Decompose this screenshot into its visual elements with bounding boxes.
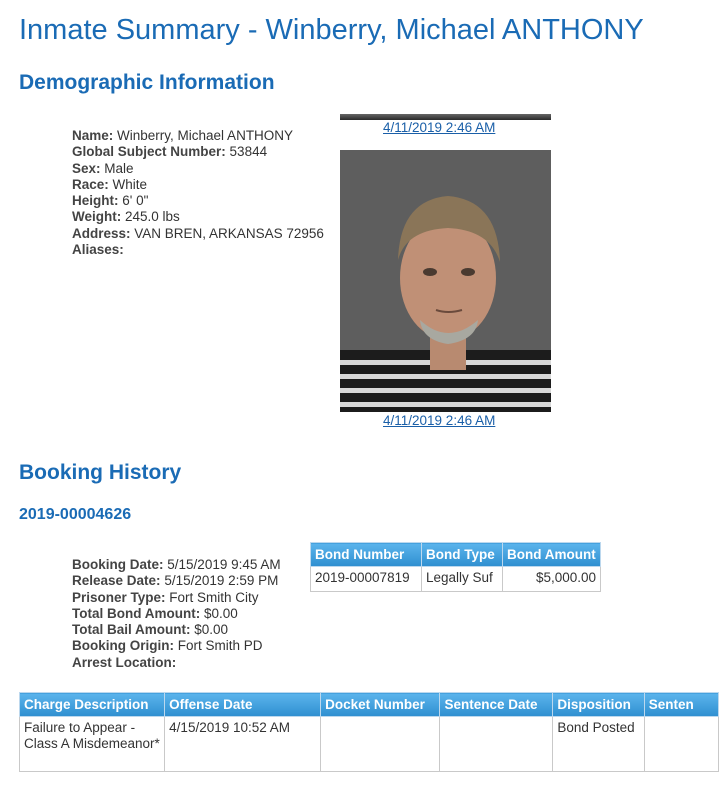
mugshot-photo <box>340 150 551 412</box>
field-height: Height: 6' 0" <box>72 193 149 209</box>
bond-table-header <box>311 543 601 567</box>
charges-table-container[interactable] <box>19 692 694 772</box>
field-total-bond-amount: Total Bond Amount: $0.00 <box>72 605 238 621</box>
cell-docket-number <box>321 717 440 772</box>
bond-table <box>310 542 601 592</box>
cell-bond-amount: $5,000.00 <box>503 567 601 592</box>
demographic-heading: Demographic Information <box>19 71 275 94</box>
field-booking-date: Booking Date: 5/15/2019 9:45 AM <box>72 557 281 572</box>
field-prisoner-type: Prisoner Type: Fort Smith City <box>72 589 259 605</box>
cell-sentence <box>644 717 718 772</box>
booking-info <box>72 557 281 671</box>
booking-number: 2019-00004626 <box>19 506 132 523</box>
col-bond-type: Bond Type <box>422 543 503 567</box>
photo-date-link-1[interactable]: 4/11/2019 2:46 AM <box>383 120 496 135</box>
charges-table-header <box>20 693 719 717</box>
field-address: Address: VAN BREN, ARKANSAS 72956 <box>72 225 324 241</box>
booking-history-heading: Booking History <box>19 461 182 484</box>
field-total-bail-amount: Total Bail Amount: $0.00 <box>72 622 229 638</box>
table-row <box>311 567 601 592</box>
cell-charge-description: Failure to Appear - Class A Misdemeanor* <box>20 717 165 772</box>
cell-bond-type: Legally Suf <box>422 567 503 592</box>
table-row <box>20 717 719 772</box>
field-booking-origin: Booking Origin: Fort Smith PD <box>72 638 263 654</box>
demographic-info <box>72 128 324 258</box>
cell-offense-date: 4/15/2019 10:52 AM <box>165 717 321 772</box>
col-bond-number: Bond Number <box>311 543 422 567</box>
field-race: Race: White <box>72 176 148 192</box>
field-sex: Sex: Male <box>72 160 134 176</box>
col-bond-amount: Bond Amount <box>503 543 601 567</box>
col-disposition: Disposition <box>553 693 644 717</box>
col-sentence: Senten <box>644 693 718 717</box>
cell-bond-number: 2019-00007819 <box>311 567 422 592</box>
field-weight: Weight: 245.0 lbs <box>72 209 180 225</box>
col-offense-date: Offense Date <box>165 693 321 717</box>
field-global-subject-number: Global Subject Number: 53844 <box>72 144 268 160</box>
col-docket-number: Docket Number <box>321 693 440 717</box>
page-title: Inmate Summary - Winberry, Michael ANTHONY <box>19 14 644 46</box>
field-name: Name: Winberry, Michael ANTHONY <box>72 128 294 143</box>
cell-disposition: Bond Posted <box>553 717 644 772</box>
col-sentence-date: Sentence Date <box>440 693 553 717</box>
cell-sentence-date <box>440 717 553 772</box>
field-aliases: Aliases: <box>72 242 124 258</box>
charges-table <box>19 692 719 772</box>
field-arrest-location: Arrest Location: <box>72 654 177 670</box>
col-charge-description: Charge Description <box>20 693 165 717</box>
photo-date-link-2[interactable]: 4/11/2019 2:46 AM <box>383 413 496 428</box>
field-release-date: Release Date: 5/15/2019 2:59 PM <box>72 573 279 589</box>
